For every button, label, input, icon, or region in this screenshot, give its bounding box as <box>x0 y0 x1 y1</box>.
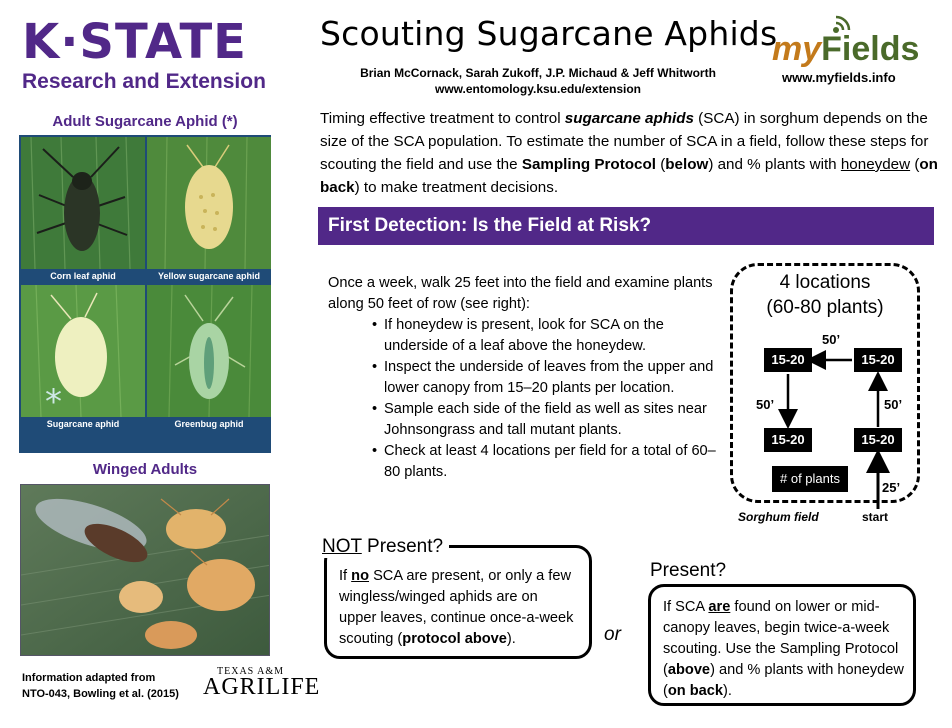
sca-term: sugarcane aphids <box>564 110 694 127</box>
myfields-wordmark <box>772 30 919 69</box>
authors-line: Brian McCornack, Sarah Zukoff, J.P. Michaud & Jeff Whitworth <box>360 66 716 80</box>
source-credit <box>22 670 202 702</box>
not-present-callout <box>324 545 592 659</box>
texas-am-agrilife-logo <box>183 664 321 704</box>
greenbug-aphid-image <box>147 285 271 417</box>
corn-leaf-aphid-photo <box>21 137 145 283</box>
callout-text: ). <box>723 683 732 699</box>
location-box-bottom-left: 15-20 <box>764 428 812 452</box>
callout-text: ) and % plants with honeydew ( <box>663 662 904 699</box>
or-label: or <box>604 624 621 645</box>
location-box-top-left: 15-20 <box>764 348 812 372</box>
distance-start: 25’ <box>882 480 901 495</box>
callout-text: SCA are present, or only a few wingless/winged aphids are on upper leaves, continue once-a-week scouting ( <box>339 568 574 647</box>
list-item: • If honeydew is present, look for SCA on the underside of a leaf above the honeydew. <box>372 315 722 357</box>
scouting-procedure <box>328 273 722 483</box>
section-banner: First Detection: Is the Field at Risk? <box>318 207 934 245</box>
photo-label: Sugarcane aphid <box>21 417 145 431</box>
distance-left: 50’ <box>756 397 775 412</box>
location-box-top-right: 15-20 <box>854 348 902 372</box>
photo-label: Yellow sugarcane aphid <box>147 269 271 283</box>
extension-url[interactable]: www.entomology.ksu.edu/extension <box>434 82 642 96</box>
not-present-heading <box>316 536 449 558</box>
intro-text: ( <box>910 156 920 173</box>
start-label: start <box>862 510 889 524</box>
location-box-bottom-right: 15-20 <box>854 428 902 452</box>
are-term: are <box>708 599 731 615</box>
intro-text: (SCA) in sorghum depends on the size of the SCA population. To estimate the number of SCA in a field, follow these steps for scouting the field and use the <box>320 110 929 173</box>
myfields-fields: Fields <box>821 30 920 68</box>
on-back-term: on back <box>320 156 938 196</box>
credit-line-2: NTO-043, Bowling et al. (2015) <box>22 688 179 700</box>
agrilife-line-1: TEXAS A&M <box>217 666 285 677</box>
adult-aphid-caption: Adult Sugarcane Aphid (*) <box>52 113 238 130</box>
distance-right: 50’ <box>884 397 903 412</box>
agrilife-line-2: AGRILIFE <box>203 674 321 700</box>
yellow-sugarcane-aphid-photo <box>147 137 271 283</box>
credit-line-1: Information adapted from <box>22 672 156 684</box>
distance-top: 50’ <box>822 332 841 347</box>
callout-text: If <box>339 568 352 584</box>
sorghum-field-label: Sorghum field <box>738 510 819 524</box>
photo-label: Greenbug aphid <box>147 417 271 431</box>
sampling-protocol-term: Sampling Protocol <box>521 156 656 173</box>
myfields-my: my <box>772 30 822 68</box>
above-term: above <box>667 662 711 678</box>
callout-text: ). <box>506 631 516 647</box>
myfields-url[interactable]: www.myfields.info <box>782 70 896 85</box>
corn-leaf-aphid-image <box>21 137 145 269</box>
photo-label: Corn leaf aphid <box>21 269 145 283</box>
no-term: no <box>351 568 370 584</box>
sugarcane-aphid-image <box>21 285 145 417</box>
winged-adults-caption: Winged Adults <box>92 461 198 478</box>
yellow-sugarcane-aphid-image <box>147 137 271 269</box>
present-heading: Present? <box>644 560 732 582</box>
list-item: • Inspect the underside of leaves from the upper and lower canopy from 15–20 plants per location. <box>372 357 722 399</box>
aphid-photo-grid <box>19 135 271 453</box>
kstate-subline: Research and Extension <box>22 70 266 93</box>
sugarcane-aphid-photo <box>21 285 145 431</box>
below-term: below <box>665 156 709 173</box>
winged-adults-image <box>21 485 270 656</box>
procedure-lead: Once a week, walk 25 feet into the field and examine plants along 50 feet of row (see right): <box>328 275 713 312</box>
greenbug-aphid-photo <box>147 285 271 431</box>
present-callout <box>648 584 916 706</box>
list-item: • Check at least 4 locations per field for a total of 60–80 plants. <box>372 441 722 483</box>
list-item: • Sample each side of the field as well as sites near Johnsongrass and tall mutant plants. <box>372 399 722 441</box>
on-back-term: on back <box>667 683 724 699</box>
protocol-above-term: protocol above <box>402 631 507 647</box>
intro-paragraph <box>320 107 938 199</box>
page-title: Scouting Sugarcane Aphids <box>320 14 778 53</box>
intro-text: Timing effective treatment to control <box>320 110 565 127</box>
intro-text: ) to make treatment decisions. <box>354 179 559 196</box>
intro-text: ) and % plants with <box>708 156 841 173</box>
plants-legend-box: # of plants <box>772 466 848 492</box>
callout-text: If SCA <box>663 599 709 615</box>
diagram-title-line-2: (60-80 plants) <box>766 297 884 318</box>
honeydew-term: honeydew <box>840 156 911 173</box>
diagram-title-line-1: 4 locations <box>779 272 871 293</box>
not-term: NOT <box>322 536 362 557</box>
kstate-wordmark: K·STATE <box>22 14 247 70</box>
callout-text: found on lower or mid-canopy leaves, begin twice-a-week scouting. Use the Sampling Protocol ( <box>663 599 899 678</box>
procedure-list <box>372 315 722 483</box>
kstate-logo <box>22 16 278 98</box>
intro-text: ( <box>655 156 666 173</box>
winged-adults-photo <box>20 484 270 656</box>
asterisk-mark: * <box>45 382 62 417</box>
heading-rest: Present? <box>361 536 444 557</box>
